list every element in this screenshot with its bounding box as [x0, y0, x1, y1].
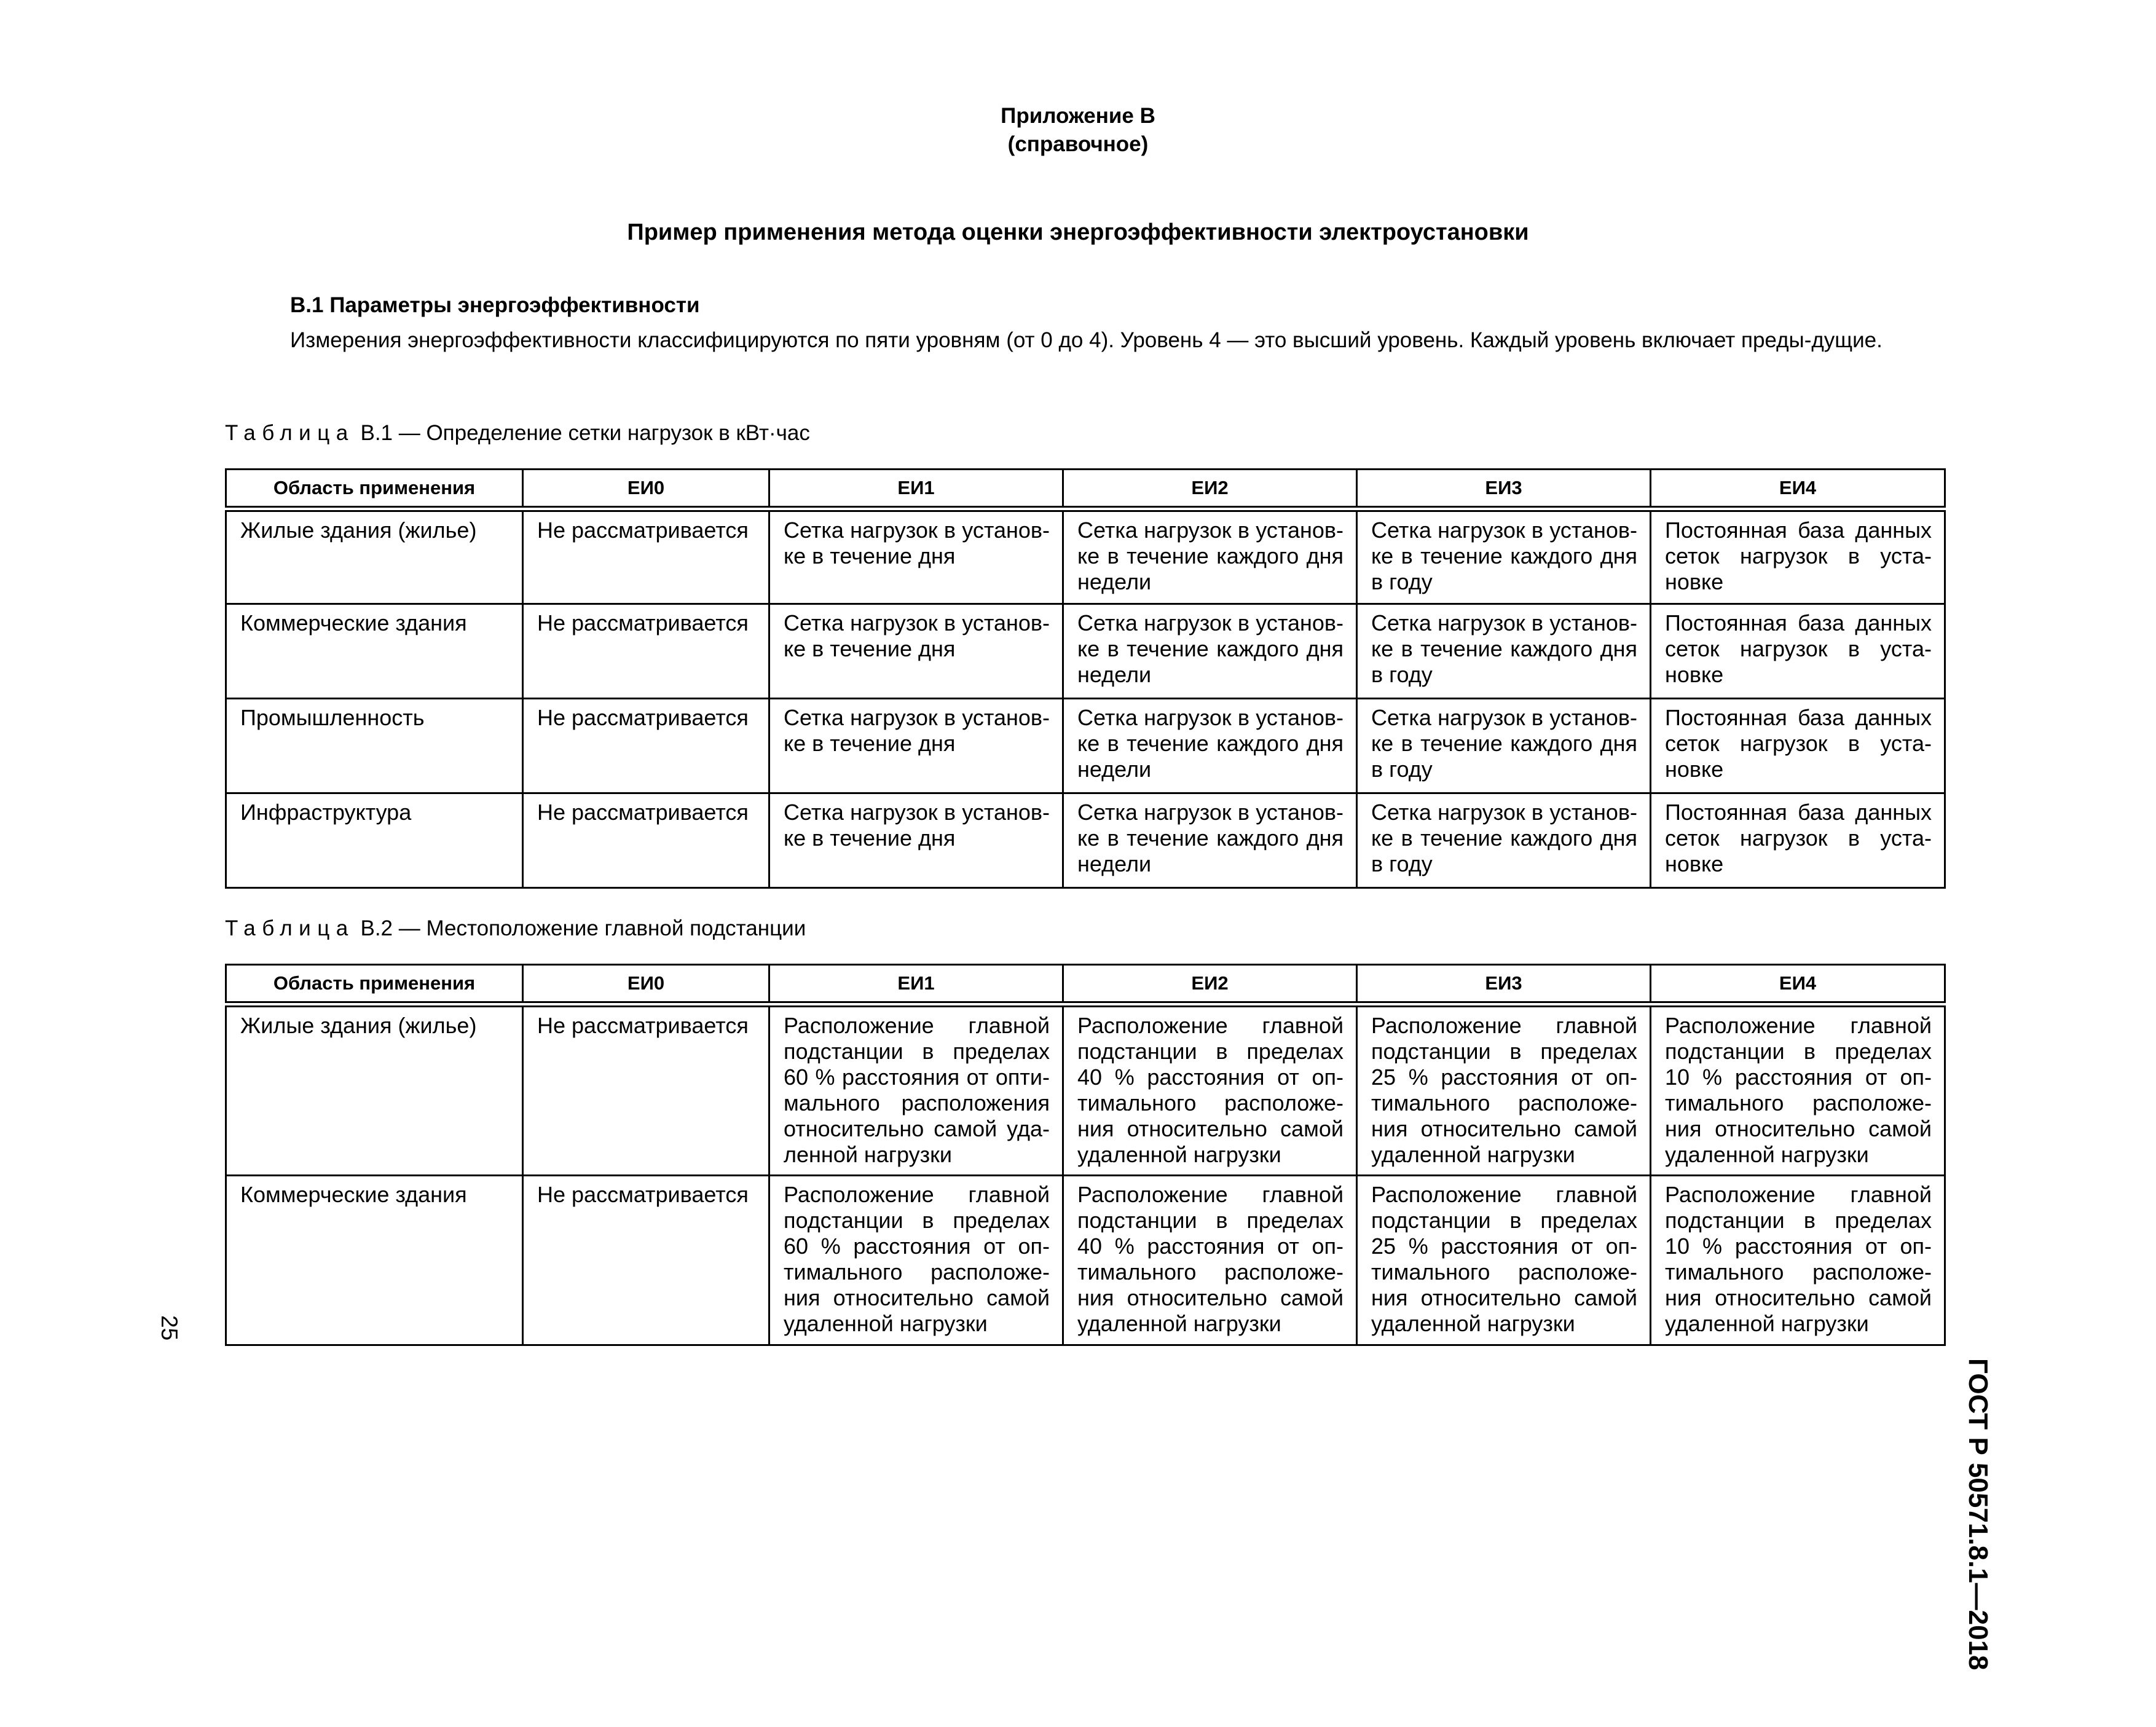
- table1-header-area: Область применения: [226, 470, 523, 509]
- table-cell: Сетка нагрузок в установ-ке в течение дня: [769, 509, 1063, 604]
- table-row: [226, 1175, 1945, 1345]
- table-cell: Постоянная база данных сеток нагрузок в уста-новке: [1651, 698, 1945, 793]
- table1-header-ei3: ЕИ3: [1357, 470, 1651, 509]
- table2-header-ei3: ЕИ3: [1357, 965, 1651, 1005]
- table-cell: Расположение главной подстанции в пределах 25 % расстояния от оп-тимального расположе-ния относительно самой удаленной нагрузки: [1357, 1004, 1651, 1175]
- table-cell: Не рассматривается: [523, 698, 769, 793]
- table-cell: Расположение главной подстанции в пределах 40 % расстояния от оп-тимального расположе-ния относительно самой удаленной нагрузки: [1063, 1004, 1357, 1175]
- table2-header-ei1: ЕИ1: [769, 965, 1063, 1005]
- table-row: [226, 1004, 1945, 1175]
- table-cell: Жилые здания (жилье): [226, 509, 523, 604]
- table-cell: Коммерческие здания: [226, 604, 523, 698]
- table-cell: Расположение главной подстанции в пределах 60 % расстояния от опти-мального расположения относительно самой уда-ленной нагрузки: [769, 1004, 1063, 1175]
- table-cell: Не рассматривается: [523, 604, 769, 698]
- table-cell: Промышленность: [226, 698, 523, 793]
- standard-designation: ГОСТ Р 50571.8.1—2018: [1963, 1358, 1993, 1670]
- table1-header-ei4: ЕИ4: [1651, 470, 1945, 509]
- table-cell: Расположение главной подстанции в пределах 10 % расстояния от оп-тимального расположе-ния относительно самой удаленной нагрузки: [1651, 1004, 1945, 1175]
- table-cell: Сетка нагрузок в установ-ке в течение дня: [769, 698, 1063, 793]
- table-cell: Инфраструктура: [226, 793, 523, 887]
- table-cell: Сетка нагрузок в установ-ке в течение дня: [769, 604, 1063, 698]
- table2-caption-label: Таблица: [225, 916, 355, 940]
- annex-title: Приложение В: [1001, 104, 1155, 128]
- table-row: [226, 793, 1945, 887]
- table-row: [226, 698, 1945, 793]
- table1-caption: [225, 419, 810, 447]
- table-cell: Расположение главной подстанции в пределах 60 % расстояния от оп-тимального расположе-ния относительно самой удаленной нагрузки: [769, 1175, 1063, 1345]
- table2-caption: [225, 915, 806, 943]
- table-cell: Коммерческие здания: [226, 1175, 523, 1345]
- table-row: [226, 509, 1945, 604]
- table2-header-ei0: ЕИ0: [523, 965, 769, 1005]
- table-cell: Сетка нагрузок в установ-ке в течение каждого дня недели: [1063, 509, 1357, 604]
- table2-caption-text: В.2 — Местоположение главной подстанции: [360, 916, 806, 940]
- intro-paragraph: Измерения энергоэффективности классифицируются по пяти уровням (от 0 до 4). Уровень 4 — это высший уровень. Каждый уровень включает преды-дущие.: [290, 328, 1883, 352]
- table-cell: Постоянная база данных сеток нагрузок в уста-новке: [1651, 509, 1945, 604]
- table-cell: Постоянная база данных сеток нагрузок в уста-новке: [1651, 793, 1945, 887]
- table2-header-ei2: ЕИ2: [1063, 965, 1357, 1005]
- table-cell: Сетка нагрузок в установ-ке в течение каждого дня недели: [1063, 604, 1357, 698]
- table1-caption-label: Таблица: [225, 421, 355, 445]
- table-cell: Расположение главной подстанции в пределах 10 % расстояния от оп-тимального расположе-ния относительно самой удаленной нагрузки: [1651, 1175, 1945, 1345]
- table-cell: Не рассматривается: [523, 1175, 769, 1345]
- document-title: Пример применения метода оценки энергоэффективности электроустановки: [627, 219, 1529, 245]
- annex-heading: [0, 102, 2156, 159]
- annex-subtitle: (справочное): [1007, 132, 1149, 156]
- table1-header-ei0: ЕИ0: [523, 470, 769, 509]
- table-row: [226, 604, 1945, 698]
- table2-header-area: Область применения: [226, 965, 523, 1005]
- table-cell: Постоянная база данных сеток нагрузок в уста-новке: [1651, 604, 1945, 698]
- table-cell: Сетка нагрузок в установ-ке в течение каждого дня в году: [1357, 793, 1651, 887]
- table-cell: Сетка нагрузок в установ-ке в течение каждого дня в году: [1357, 698, 1651, 793]
- table-cell: Не рассматривается: [523, 793, 769, 887]
- table-substation-location: [225, 964, 1946, 1346]
- table1-caption-text: В.1 — Определение сетки нагрузок в кВт·час: [360, 421, 810, 445]
- table-cell: Не рассматривается: [523, 1004, 769, 1175]
- table-cell: Сетка нагрузок в установ-ке в течение каждого дня в году: [1357, 509, 1651, 604]
- table-cell: Сетка нагрузок в установ-ке в течение дня: [769, 793, 1063, 887]
- table2-header-row: [226, 965, 1945, 1005]
- table-cell: Жилые здания (жилье): [226, 1004, 523, 1175]
- table-cell: Сетка нагрузок в установ-ке в течение каждого дня в году: [1357, 604, 1651, 698]
- table-cell: Расположение главной подстанции в пределах 40 % расстояния от оп-тимального расположе-ния относительно самой удаленной нагрузки: [1063, 1175, 1357, 1345]
- table2-header-ei4: ЕИ4: [1651, 965, 1945, 1005]
- table1-header-row: [226, 470, 1945, 509]
- table-cell: Сетка нагрузок в установ-ке в течение каждого дня недели: [1063, 698, 1357, 793]
- section-heading: В.1 Параметры энергоэффективности: [290, 293, 700, 317]
- table-cell: Не рассматривается: [523, 509, 769, 604]
- table1-header-ei1: ЕИ1: [769, 470, 1063, 509]
- table-load-grid: [225, 468, 1946, 889]
- table-cell: Сетка нагрузок в установ-ке в течение каждого дня недели: [1063, 793, 1357, 887]
- page-number: 25: [157, 1315, 182, 1341]
- table1-header-ei2: ЕИ2: [1063, 470, 1357, 509]
- table-cell: Расположение главной подстанции в пределах 25 % расстояния от оп-тимального расположе-ния относительно самой удаленной нагрузки: [1357, 1175, 1651, 1345]
